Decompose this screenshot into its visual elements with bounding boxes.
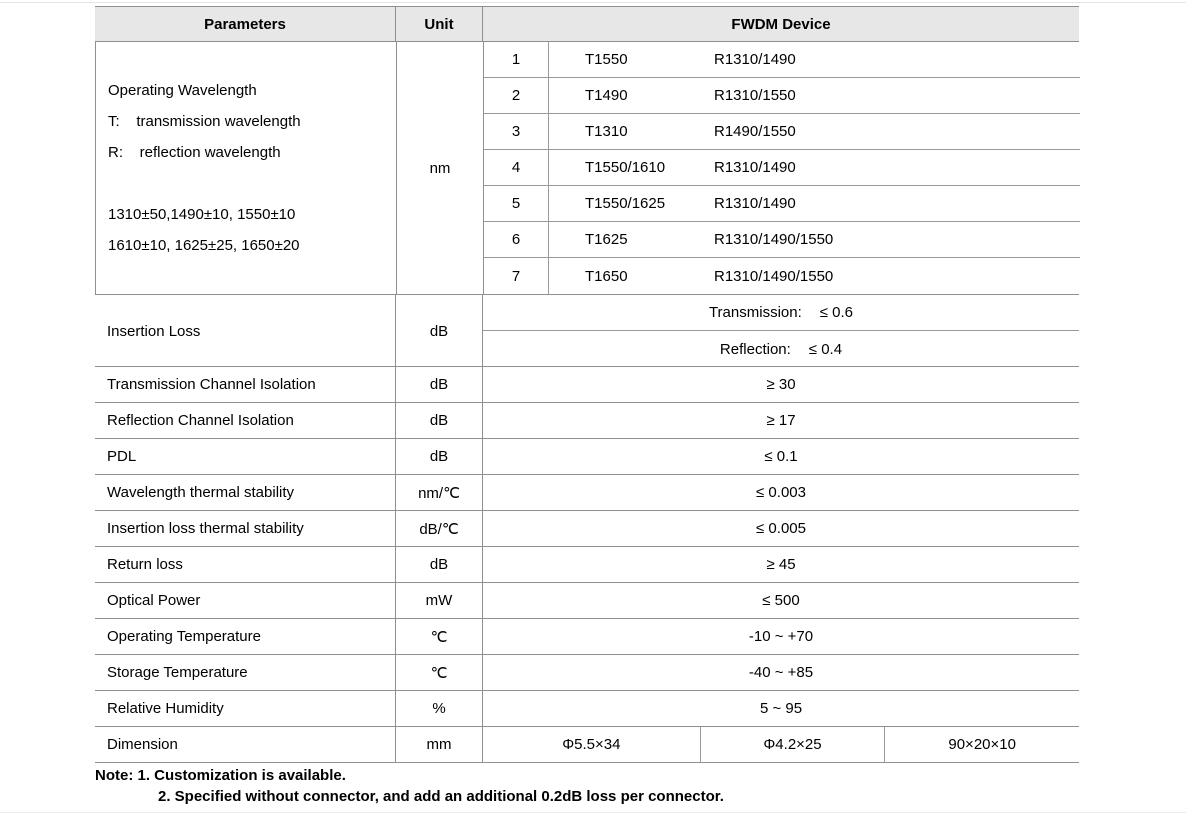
param-label: PDL — [107, 448, 137, 465]
transmission-value: ≤ 0.6 — [819, 304, 854, 321]
row-pdl — [95, 439, 1079, 475]
param-label: Operating Temperature — [107, 628, 261, 645]
row-optical-power — [95, 583, 1079, 619]
device-row-1 — [484, 42, 1080, 78]
unit-label: dB — [395, 367, 482, 402]
wavelength-spacer — [108, 168, 396, 199]
unit-label: ℃ — [395, 655, 482, 690]
param-dimension: Dimension — [107, 736, 178, 753]
wavelength-ranges-2: 1610±10, 1625±25, 1650±20 — [108, 237, 300, 254]
unit-label: dB/℃ — [395, 511, 482, 546]
unit-nm: nm — [396, 42, 483, 294]
device-t-wavelength: T1310 — [585, 123, 628, 140]
unit-mm: mm — [395, 727, 482, 762]
unit-label: mW — [395, 583, 482, 618]
device-row-4 — [484, 150, 1080, 186]
device-r-wavelength: R1310/1490/1550 — [714, 267, 834, 285]
device-row-5 — [484, 186, 1080, 222]
device-t-wavelength: T1650 — [585, 267, 628, 285]
row-transmission-channel-isolation — [95, 367, 1079, 403]
device-r-wavelength: R1310/1490/1550 — [714, 231, 834, 248]
wavelength-r-definition: R: reflection wavelength — [108, 144, 281, 161]
device-row-3 — [484, 114, 1080, 150]
device-number: 5 — [484, 186, 549, 221]
note-line-1: Note: 1. Customization is available. — [95, 767, 346, 784]
param-label: Storage Temperature — [107, 664, 248, 681]
param-label: Return loss — [107, 556, 183, 573]
insertion-loss-transmission — [483, 295, 1079, 331]
unit-label: dB — [395, 547, 482, 582]
device-row-6 — [484, 222, 1080, 258]
spec-value: ≥ 17 — [482, 403, 1079, 438]
row-dimension — [95, 727, 1079, 763]
header-unit: Unit — [395, 7, 482, 41]
spec-value: ≥ 45 — [482, 547, 1079, 582]
spec-value: ≥ 30 — [482, 367, 1079, 402]
device-number: 7 — [484, 258, 549, 294]
wavelength-title: Operating Wavelength — [108, 82, 257, 99]
note-block — [95, 765, 1079, 807]
param-label: Reflection Channel Isolation — [107, 412, 294, 429]
operating-wavelength-description — [96, 42, 396, 294]
device-number: 3 — [484, 114, 549, 149]
device-r-wavelength: R1310/1550 — [714, 87, 796, 104]
param-insertion-loss: Insertion Loss — [107, 322, 201, 340]
device-r-wavelength: R1490/1550 — [714, 123, 796, 140]
unit-label: dB — [395, 403, 482, 438]
param-label: Wavelength thermal stability — [107, 484, 295, 501]
row-return-loss — [95, 547, 1079, 583]
header-fwdm-device: FWDM Device — [482, 7, 1079, 41]
param-label: Relative Humidity — [107, 700, 224, 717]
table-header-row — [95, 6, 1079, 42]
param-label: Insertion loss thermal stability — [107, 520, 304, 537]
device-t-wavelength: T1490 — [585, 87, 628, 104]
dimension-tube-4p2: Φ4.2×25 — [700, 727, 885, 762]
device-variant-list — [483, 42, 1080, 294]
row-operating-wavelength — [95, 42, 1079, 295]
unit-label: nm/℃ — [395, 475, 482, 510]
note-line-2: 2. Specified without connector, and add an additional 0.2dB loss per connector. — [158, 788, 724, 805]
device-t-wavelength: T1625 — [585, 231, 628, 248]
spec-value: -40 ~ +85 — [482, 655, 1079, 690]
spec-value: ≤ 500 — [482, 583, 1079, 618]
device-number: 4 — [484, 150, 549, 185]
device-row-7 — [484, 258, 1080, 294]
insertion-loss-reflection — [483, 331, 1079, 367]
insertion-loss-values — [482, 295, 1079, 367]
spec-value: 5 ~ 95 — [482, 691, 1079, 726]
row-insertion-loss — [95, 295, 1079, 367]
device-r-wavelength: R1310/1490 — [714, 159, 796, 176]
device-number: 6 — [484, 222, 549, 257]
device-r-wavelength: R1310/1490 — [714, 51, 796, 68]
transmission-label: Transmission: — [708, 304, 802, 321]
spec-value: ≤ 0.005 — [482, 511, 1079, 546]
wavelength-t-definition: T: transmission wavelength — [108, 113, 301, 130]
device-row-2 — [484, 78, 1080, 114]
wavelength-ranges-1: 1310±50,1490±10, 1550±10 — [108, 206, 296, 223]
unit-label: ℃ — [395, 619, 482, 654]
row-storage-temperature — [95, 655, 1079, 691]
device-number: 1 — [484, 42, 549, 77]
device-t-wavelength: T1550/1610 — [585, 159, 666, 176]
reflection-value: ≤ 0.4 — [808, 340, 843, 358]
unit-db: dB — [395, 295, 482, 367]
row-relative-humidity — [95, 691, 1079, 727]
row-insertion-loss-thermal-stability — [95, 511, 1079, 547]
reflection-label: Reflection: — [719, 340, 791, 358]
spec-value: ≤ 0.1 — [482, 439, 1079, 474]
page-bottom-edge — [0, 812, 1186, 813]
dimension-values — [482, 727, 1079, 762]
spec-value: ≤ 0.003 — [482, 475, 1079, 510]
page-top-edge — [0, 2, 1186, 3]
param-label: Transmission Channel Isolation — [107, 376, 316, 393]
device-t-wavelength: T1550 — [585, 51, 628, 68]
device-number: 2 — [484, 78, 549, 113]
header-parameters: Parameters — [204, 15, 286, 33]
row-wavelength-thermal-stability — [95, 475, 1079, 511]
device-t-wavelength: T1550/1625 — [585, 195, 666, 212]
row-reflection-channel-isolation — [95, 403, 1079, 439]
spec-value: -10 ~ +70 — [482, 619, 1079, 654]
unit-label: % — [395, 691, 482, 726]
device-r-wavelength: R1310/1490 — [714, 195, 796, 212]
dimension-box: 90×20×10 — [884, 727, 1079, 762]
unit-label: dB — [395, 439, 482, 474]
row-operating-temperature — [95, 619, 1079, 655]
spec-table — [95, 6, 1079, 763]
param-label: Optical Power — [107, 592, 201, 609]
dimension-tube-5p5: Φ5.5×34 — [562, 736, 621, 753]
